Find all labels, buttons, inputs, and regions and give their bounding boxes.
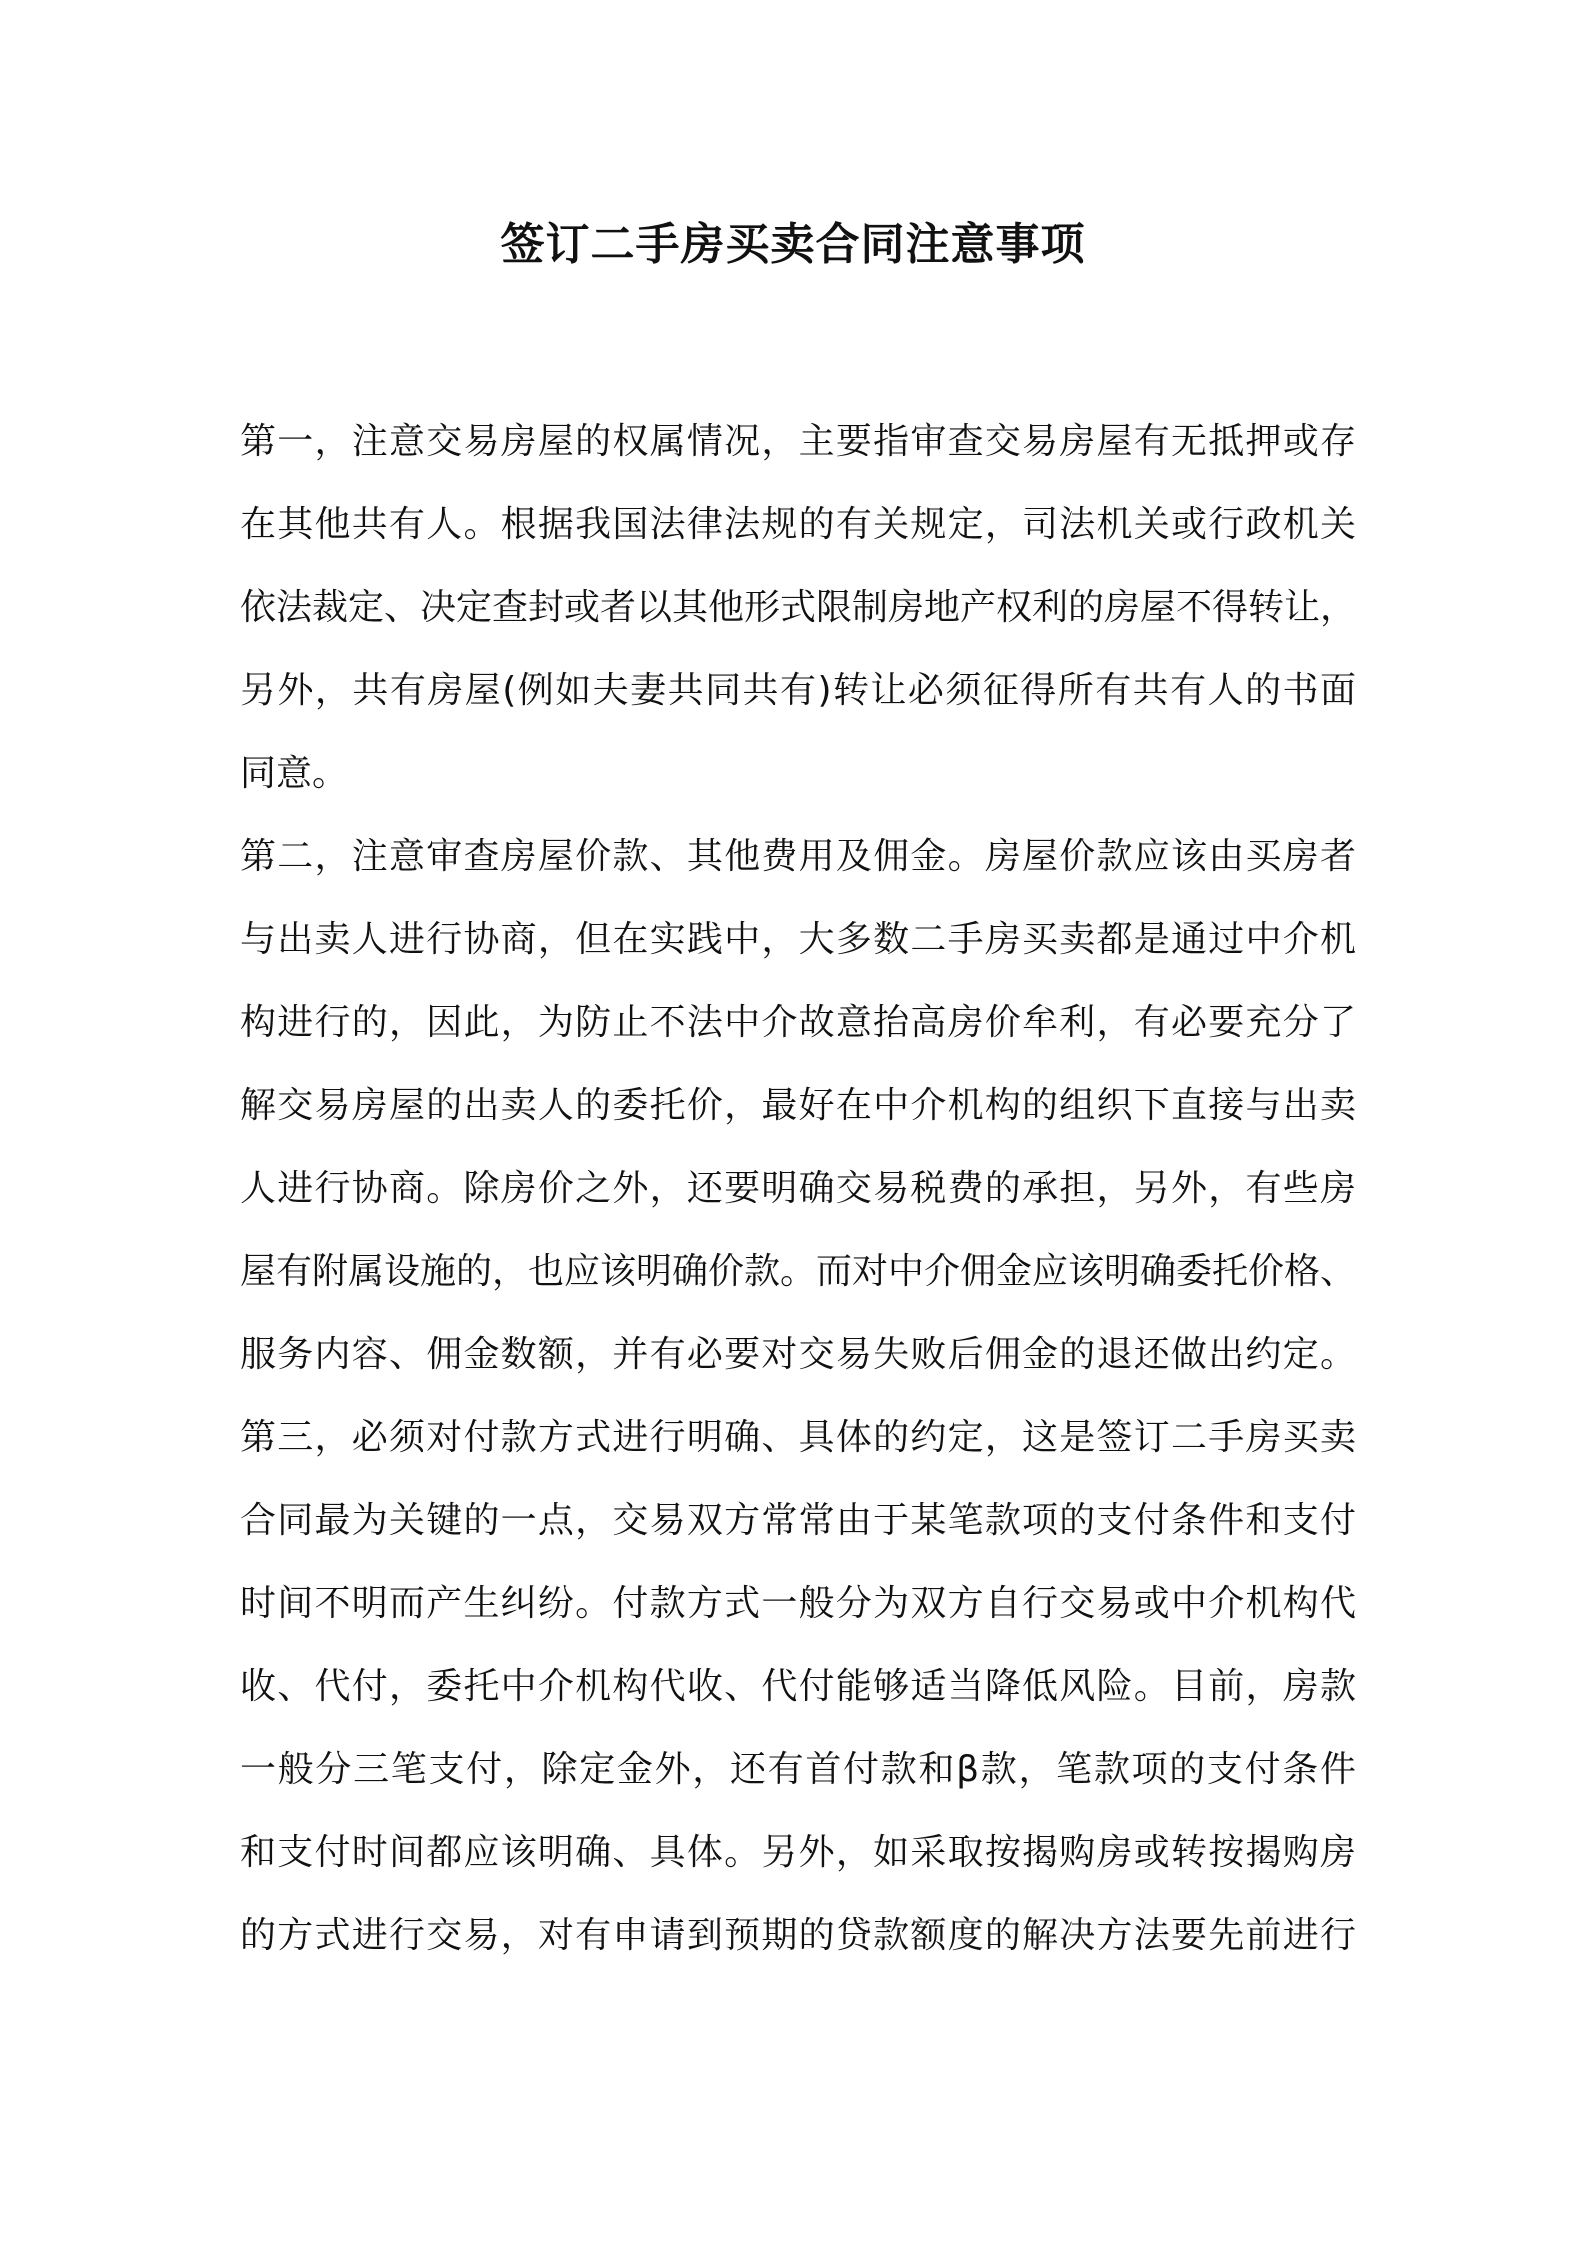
body-line: 另外，共有房屋(例如夫妻共同共有)转让必须征得所有共有人的书面 xyxy=(240,670,1356,711)
body-line: 合同最为关键的一点，交易双方常常由于某笔款项的支付条件和支付 xyxy=(240,1500,1356,1541)
body-line: 第二，注意审查房屋价款、其他费用及佣金。房屋价款应该由买房者 xyxy=(240,836,1356,877)
body-line: 与出卖人进行协商，但在实践中，大多数二手房买卖都是通过中介机 xyxy=(240,919,1356,960)
body-line: 一般分三笔支付，除定金外，还有首付款和β款，笔款项的支付条件 xyxy=(240,1749,1356,1790)
body-line: 第一，注意交易房屋的权属情况，主要指审查交易房屋有无抵押或存 xyxy=(240,421,1356,462)
body-line: 解交易房屋的出卖人的委托价，最好在中介机构的组织下直接与出卖 xyxy=(240,1085,1356,1126)
body-line: 依法裁定、决定查封或者以其他形式限制房地产权利的房屋不得转让， xyxy=(240,587,1357,628)
body-line: 的方式进行交易，对有申请到预期的贷款额度的解决方法要先前进行 xyxy=(240,1915,1356,1956)
body-line: 人进行协商。除房价之外，还要明确交易税费的承担，另外，有些房 xyxy=(240,1168,1356,1209)
body-line: 和支付时间都应该明确、具体。另外，如采取按揭购房或转按揭购房 xyxy=(240,1832,1356,1873)
document-body xyxy=(240,400,1356,1977)
body-line: 服务内容、佣金数额，并有必要对交易失败后佣金的退还做出约定。 xyxy=(240,1334,1356,1375)
body-line: 同意。 xyxy=(240,753,349,794)
body-line: 时间不明而产生纠纷。付款方式一般分为双方自行交易或中介机构代 xyxy=(240,1583,1356,1624)
body-line: 收、代付，委托中介机构代收、代付能够适当降低风险。目前，房款 xyxy=(240,1666,1356,1707)
document-title: 签订二手房买卖合同注意事项 xyxy=(500,219,1086,270)
body-line: 第三，必须对付款方式进行明确、具体的约定，这是签订二手房买卖 xyxy=(240,1417,1356,1458)
body-line: 构进行的，因此，为防止不法中介故意抬高房价牟利，有必要充分了 xyxy=(240,1002,1356,1043)
body-line: 屋有附属设施的，也应该明确价款。而对中介佣金应该明确委托价格、 xyxy=(240,1251,1357,1292)
body-line: 在其他共有人。根据我国法律法规的有关规定，司法机关或行政机关 xyxy=(240,504,1356,545)
